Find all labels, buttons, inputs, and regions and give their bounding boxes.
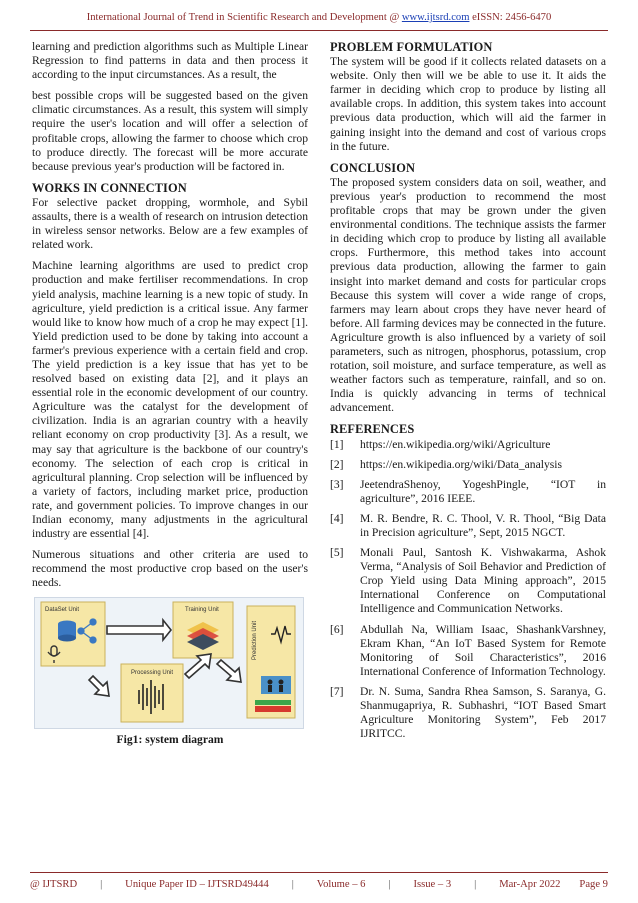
- prediction-unit-label: Prediction Unit: [252, 621, 258, 661]
- reference-text: Monali Paul, Santosh K. Vishwakarma, Ashok Verma, “Analysis of Soil Behavior and Prediction of Crop Yield using Data Mining approach”, 2015 International Conference on Computational Intelligence and Communication Networks.: [360, 546, 606, 616]
- footer-separator: |: [388, 879, 391, 890]
- reference-number: [2]: [330, 457, 344, 471]
- arrow-down-right-icon: [217, 660, 241, 682]
- paragraph: The system will be good if it collects related datasets on a website. Only then will we be able to use it. It aids the farmer in deciding which crop to produce by listing all available crops. In addition, this system takes into account previous data production, which will aid the farmer in gaining insight into the demand and cost of various crops in the future.: [330, 55, 606, 153]
- figure-caption: Fig1: system diagram: [116, 733, 224, 747]
- reference-text: Abdullah Na, William Isaac, ShashankVarshney, Ekram Khan, “An IoT Based System for Remote Monitoring of Soil Characteristics”, 2016 International Conference of Information Technology.: [360, 622, 606, 678]
- journal-url-link[interactable]: www.ijtsrd.com: [401, 12, 470, 23]
- section-heading-problem: PROBLEM FORMULATION: [330, 40, 493, 54]
- reference-number: [1]: [330, 437, 344, 451]
- paragraph: Machine learning algorithms are used to predict crop production and make fertiliser recommendations. In crop yield analysis, machine learning is a new topic of study. In agriculture, yield prediction is a critical issue. Any farmer would like to know how much of a crop he may expect [1]. Yield prediction used to be done by taking into account a farmer's previous experience with a certain field and crop. The yield prediction is a key issue that has yet to be resolved based on existing data [2], and it plays an essential role in the economic development of our country. Agriculture was the catalyst for the development of civilization. India is an agrarian country with a heavily reliant economy on crop productivity [3]. As a result, we may say that agriculture is the backbone of our country's economy. The selection of each crop is critical in agricultural planning. Crop selection will be influenced by a variety of factors, including market price, production rate, and government policies. To improve changes in our Indian economy, many adjustments in the agricultural industry are essential [4].: [32, 259, 308, 541]
- footer-separator: |: [474, 879, 477, 890]
- training-unit-label: Training Unit: [185, 607, 219, 614]
- reference-item: [330, 512, 606, 540]
- status-bar-green: [255, 700, 291, 705]
- system-diagram: [34, 597, 304, 729]
- reference-list: [330, 438, 606, 742]
- reference-number: [5]: [330, 546, 344, 560]
- reference-item: [330, 458, 606, 472]
- paragraph: learning and prediction algorithms such as Multiple Linear Regression to find patterns in data and then process it according to the input circumstances. As a result, the: [32, 40, 308, 82]
- running-footer: [30, 879, 608, 890]
- reference-item: [330, 438, 606, 452]
- reference-item: [330, 478, 606, 506]
- footer-date: Mar-Apr 2022: [499, 879, 561, 890]
- reference-item: [330, 546, 606, 616]
- paragraph: For selective packet dropping, wormhole, and Sybil assaults, there is a wealth of research on intrusion detection in wireless sensor networks. Below are a few examples of related work.: [32, 195, 308, 252]
- dataset-unit-label: DataSet Unit: [45, 607, 80, 614]
- reference-link[interactable]: https://en.wikipedia.org/wiki/Agriculture: [360, 437, 551, 451]
- footer-journal: @ IJTSRD: [30, 879, 78, 890]
- journal-name: International Journal of Trend in Scientific Research and Development @: [86, 12, 400, 23]
- reference-item: [330, 685, 606, 741]
- footer-paper-id: Unique Paper ID – IJTSRD49444: [125, 879, 269, 890]
- footer-separator: |: [291, 879, 294, 890]
- database-icon: [58, 621, 76, 642]
- paragraph: Numerous situations and other criteria are used to recommend the most productive crop based on the user's needs.: [32, 548, 308, 590]
- reference-text: JeetendraShenoy, YogeshPingle, “IOT in agriculture”, 2016 IEEE.: [360, 477, 606, 505]
- footer-rule: [30, 872, 608, 873]
- paragraph: best possible crops will be suggested based on the given climatic circumstances. As a result, this system will simply require the user's location and will offer a selection of profitable crops, allowing the farmer to choose which crop to produce directly. The forecast will be more accurate because previous year's production will be factored in.: [32, 89, 308, 173]
- footer-page: Page 9: [579, 879, 608, 890]
- left-column: [32, 40, 308, 748]
- arrow-right-icon: [107, 620, 171, 640]
- reference-number: [3]: [330, 477, 344, 491]
- system-diagram-svg: [35, 598, 303, 728]
- section-heading-references: REFERENCES: [330, 422, 415, 437]
- header-rule: [30, 30, 608, 31]
- reference-text: Dr. N. Suma, Sandra Rhea Samson, S. Saranya, G. Shanmugapriya, R. Subhashri, “IOT Based Smart Agriculture Monitoring System”, Feb 2017 IJRITCC.: [360, 684, 606, 741]
- issn: eISSN: 2456-6470: [472, 12, 552, 23]
- reference-item: [330, 623, 606, 679]
- arrow-down-right-icon: [89, 676, 109, 696]
- footer-separator: |: [100, 879, 103, 890]
- footer-volume: Volume – 6: [316, 879, 366, 890]
- reference-text: M. R. Bendre, R. C. Thool, V. R. Thool, “Big Data in Precision agriculture”, Sept, 2015 NGCT.: [360, 511, 606, 539]
- section-heading-conclusion: CONCLUSION: [330, 160, 415, 175]
- footer-issue: Issue – 3: [413, 879, 452, 890]
- reference-link[interactable]: https://en.wikipedia.org/wiki/Data_analysis: [360, 457, 563, 471]
- processing-unit-label: Processing Unit: [131, 670, 174, 677]
- reference-number: [6]: [330, 622, 344, 636]
- status-bar-red: [255, 706, 291, 712]
- paragraph: The proposed system considers data on soil, weather, and previous year's production to recommend the most profitable crops that may be grown under the given environmental conditions. The technique assists the farmer in deciding which crop to produce by listing all available crops. Furthermore, this method takes into account previous data production, allowing the farmer to gain insight into market demand and costs for particular crops Because this system will cover a wide range of crops, farmers may learn about crops they have never heard of before. All farming devices may be connected in the future. Agriculture growth is also influenced by a variety of soil parameters, such as nitrogen, phosphorus, potassium, crop rotation, soil moisture, and surface temperature, as well as weather factors such as temperature, rainfall, and so on. India is quickly advancing in terms of technical advancement.: [330, 175, 606, 415]
- reference-number: [4]: [330, 511, 344, 525]
- section-heading-works: WORKS IN CONNECTION: [32, 180, 187, 195]
- running-header: [0, 12, 638, 23]
- reference-number: [7]: [330, 684, 344, 698]
- right-column: [330, 40, 606, 747]
- people-icon: [261, 676, 291, 694]
